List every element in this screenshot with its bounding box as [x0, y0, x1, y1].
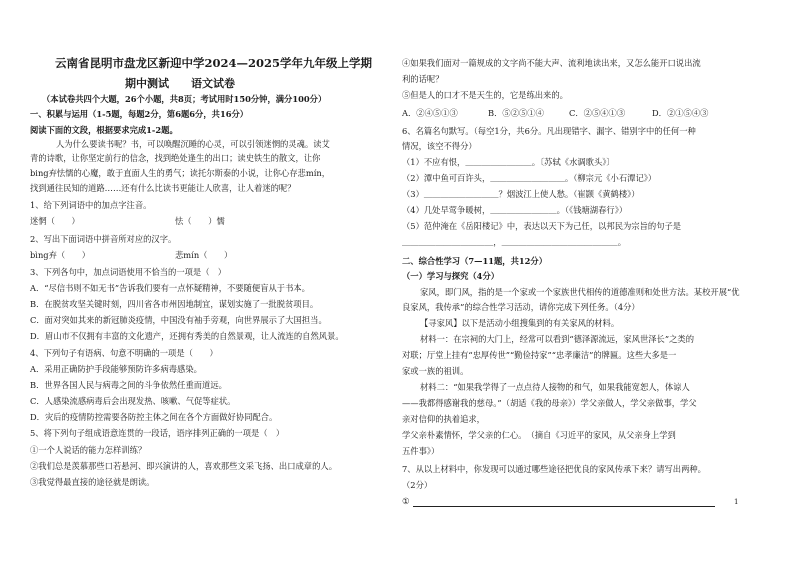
- material-line: 亲对信仰的执着追求，: [402, 414, 485, 424]
- q3-option: A．“尽信书则不如无书”告诉我们要有一点怀疑精神，不要随便盲从于书本。: [30, 283, 310, 293]
- q2-word: bìng弃（ ）: [30, 250, 91, 260]
- q1-word: 怯（ ）懦: [175, 216, 225, 226]
- q3-option: B．在脱贫攻坚关键时刻，四川省各市州因地制宜，谋划实施了一批脱贫项目。: [30, 299, 319, 309]
- section-heading: 二、综合性学习（7—11题，共12分）: [402, 256, 548, 266]
- q5-item: ⑤但是人的口才不是天生的，它是练出来的。: [402, 90, 568, 100]
- task-title: 【寻家风】以下是活动小组搜集到的有关家风的材料。: [420, 318, 620, 328]
- intro-line: 良家风，我传承”的综合性学习活动，请你完成下列任务。（4分）: [402, 302, 640, 312]
- question-1: 1、给下列词语中的加点字注音。: [30, 200, 152, 210]
- q5-item: ①一个人说话的能力怎样训练？: [30, 445, 147, 455]
- q4-option: B．世界各国人民与病毒之间的斗争依然任重而道远。: [30, 380, 227, 390]
- q6-item: （1）不应有恨，＿＿＿＿＿＿＿＿。〔苏轼《水调歌头》〕: [402, 157, 615, 167]
- exam-subtitle: 期中测试 语文试卷: [125, 77, 235, 90]
- material-line: ——我都得感谢我的慈母。”（胡适《我的母亲》）学父亲做人，学父亲做事，学父: [402, 398, 697, 408]
- material-line: 材料一：在宗祠的大门上，经常可以看到“德泽源流远，家风世泽长”之类的: [420, 334, 694, 344]
- q5-option: B．⑤②⑤①④: [488, 108, 544, 118]
- material-line: 材料二：“如果我学得了一点点待人接物的和气，如果我能宽恕人，体谅人: [420, 382, 690, 392]
- question-3: 3、下列各句中，加点词语使用不恰当的一项是（ ）: [30, 267, 227, 277]
- q6-item: （2）潭中鱼可百许头，＿＿＿＿＿＿＿＿＿。（柳宗元《小石潭记》）: [402, 173, 657, 183]
- q7-answer-label: ①: [402, 496, 410, 506]
- q7-answer-line[interactable]: [413, 506, 715, 507]
- q6-item: （3）＿＿＿＿＿＿＿＿＿？烟波江上使人愁。（崔颢《黄鹤楼》）: [402, 189, 640, 199]
- section-heading: 一、积累与运用（1-5题，每题2分，第6题6分，共16分）: [30, 109, 249, 119]
- subsection-heading: （一）学习与探究（4分）: [402, 271, 500, 281]
- question-4: 4、下列句子有语病、句意不明确的一项是（ ）: [30, 348, 218, 358]
- question-7: 7、从以上材料中，你发现可以通过哪些途径把优良的家风传承下来？请写出两种。: [402, 464, 706, 474]
- exam-note: （本试卷共四个大题，26个小题，共8页；考试用时150分钟，满分100分）: [42, 94, 327, 104]
- question-7: （2分）: [402, 480, 433, 490]
- q5-option: D．②①⑤④③: [652, 108, 709, 118]
- q4-option: A．采用正确防护手段能够预防许多病毒感染。: [30, 364, 202, 374]
- material-line: 对联；厅堂上挂有“忠厚传世”“勤俭持家”“忠孝廉洁”的牌匾。这些大多是一: [402, 350, 677, 360]
- material-line: 家或一族的祖训。: [402, 366, 469, 376]
- question-6: 情况，该空不得分）: [402, 141, 477, 151]
- intro-line: 家风，即门风，指的是一个家或一个家族世代相传的道德准则和处世方法。某校开展“优: [420, 287, 740, 297]
- passage-line: 找到通往民知的道路……还有什么比读书更能让人欣喜，让人着迷的呢？: [30, 183, 296, 193]
- q5-item: 利的话呢？: [402, 74, 444, 84]
- q1-word: 迷惘（ ）: [30, 216, 80, 226]
- page-number: 1: [734, 498, 739, 506]
- material-line: 五件事》）: [402, 446, 440, 456]
- q6-item: （4）几处早莺争暖树，＿＿＿＿＿＿＿＿。（《钱塘湖春行》）: [402, 205, 628, 215]
- q4-option: D．灾后的疫情防控需要各防控主体之间在各个方面做好协同配合。: [30, 412, 278, 422]
- q5-option: C．②⑤④①③: [569, 108, 626, 118]
- q6-item: （5）范仲淹在《岳阳楼记》中，表达以天下为己任，以邦民为宗旨的句子是: [402, 221, 682, 231]
- exam-title: 云南省昆明市盘龙区新迎中学2024—2025学年九年级上学期: [55, 56, 373, 70]
- q5-item: ④如果我们面对一篇规成的文字尚不能大声、流利地读出来，又怎么能开口说出流: [402, 58, 701, 68]
- passage-line: 人为什么要读书呢？书，可以唤醒沉睡的心灵，可以引领迷惘的灵魂。读艾: [56, 139, 330, 149]
- q3-option: D．眉山市不仅拥有丰富的文化遗产，还拥有秀美的自然景观，让人流连的自然风景。: [30, 331, 344, 341]
- q3-option: C．面对突如其来的新冠肺炎疫情，中国没有袖手旁观，向世界展示了大国担当。: [30, 315, 327, 325]
- question-2: 2、写出下面词语中拼音所对应的汉字。: [30, 234, 177, 244]
- passage-line: bing弃怯懦的心魔，敢于直面人生的勇气；读托尔斯泰的小说，让你心存悲mín，: [30, 168, 330, 178]
- question-6: 6、名篇名句默写。（每空1分，共6分。凡出现错字、漏字、错别字中的任何一种: [402, 126, 696, 136]
- q5-item: ②我们总是羡慕那些口若悬河、即兴演讲的人，喜欢那些文采飞扬、出口成章的人。: [30, 461, 337, 471]
- q5-option: A．②④⑤①③: [402, 108, 458, 118]
- instruction: 阅读下面的文段，根据要求完成1-2题。: [30, 125, 178, 135]
- q2-word: 悲mín（ ）: [175, 250, 233, 260]
- material-line: 学父亲朴素情怀，学父亲的仁心。 （摘自《习近平的家风，从父亲身上学到: [402, 430, 676, 440]
- q6-item: ＿＿＿＿＿＿＿＿＿＿＿，＿＿＿＿＿＿＿＿＿＿＿＿＿＿。: [402, 237, 627, 247]
- question-5: 5、将下列句子组成语意连贯的一段话，语序排列正确的一项是（ ）: [30, 428, 285, 438]
- q5-item: ③我觉得最直接的途径就是朗读。: [30, 477, 155, 487]
- passage-line: 青的诗歌，让你坚定前行的信念，找到绝处逢生的出口；读史铁生的散文，让你: [30, 153, 321, 163]
- q4-option: C．人感染流感病毒后会出现发热、咳嗽、气促等症状。: [30, 396, 236, 406]
